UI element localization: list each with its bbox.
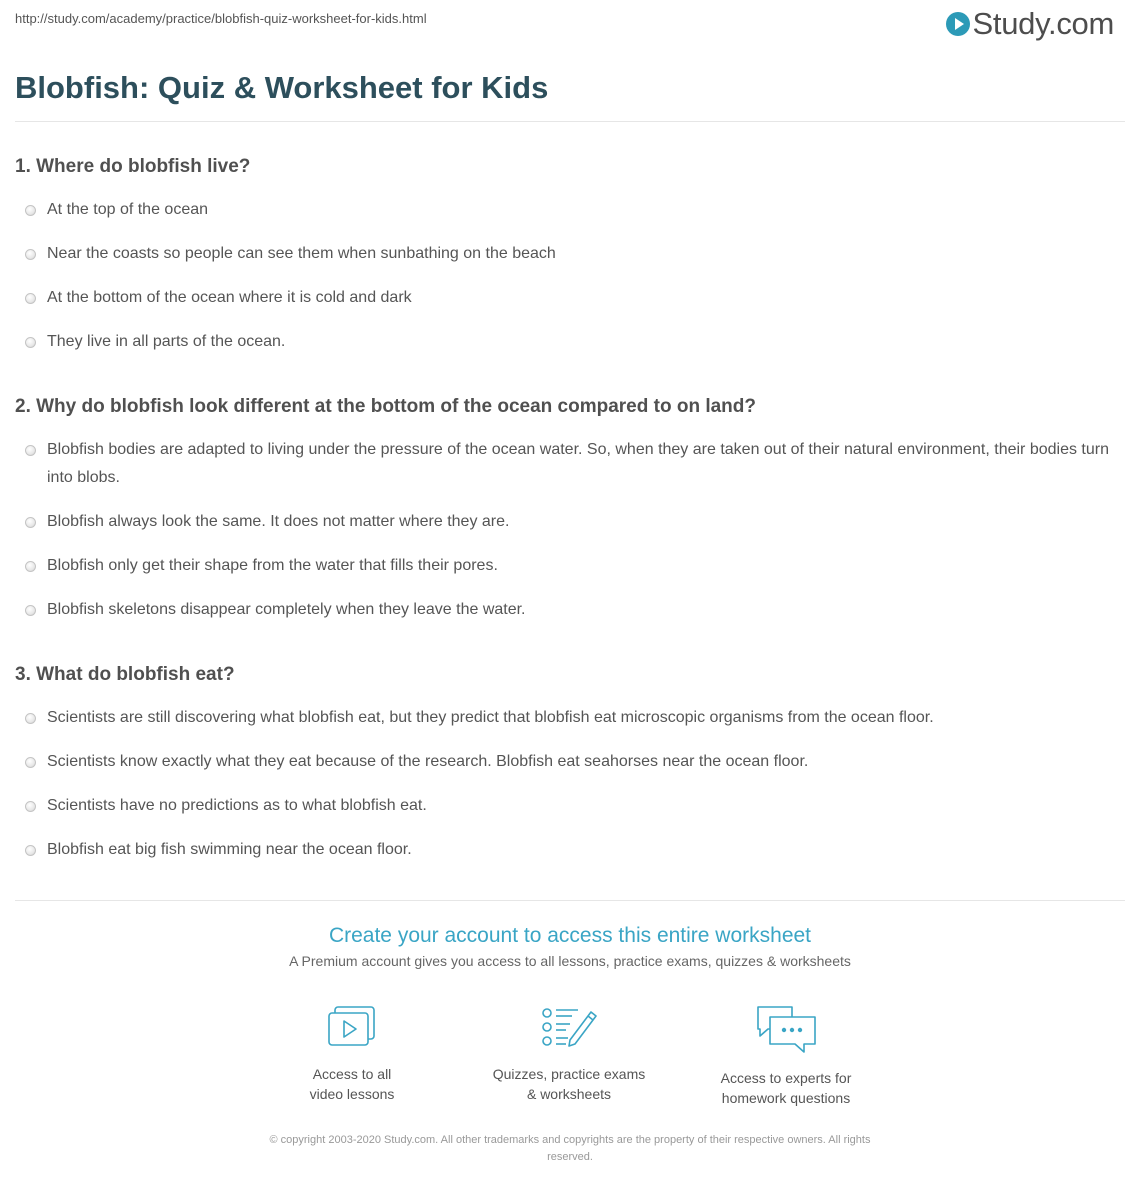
answer-option[interactable]: Near the coasts so people can see them when sunbathing on the beach [47, 245, 556, 262]
answer-option[interactable]: Scientists are still discovering what blobfish eat, but they predict that blobfish eat microscopic organisms from the ocean floor. [47, 709, 934, 726]
feature-line: video lessons [309, 1086, 395, 1102]
page-title: Blobfish: Quiz & Worksheet for Kids [15, 70, 549, 105]
page-url: http://study.com/academy/practice/blobfish-quiz-worksheet-for-kids.html [15, 11, 427, 26]
answer-radio[interactable] [25, 445, 36, 456]
video-lessons-icon [325, 1004, 379, 1050]
answer-option[interactable]: At the bottom of the ocean where it is cold and dark [47, 289, 412, 306]
question-2: 2. Why do blobfish look different at the bottom of the ocean compared to on land? [15, 396, 756, 417]
feature-line: Access to experts for [720, 1070, 852, 1086]
answer-option[interactable]: Blobfish skeletons disappear completely when they leave the water. [47, 601, 526, 618]
answer-option[interactable]: They live in all parts of the ocean. [47, 333, 286, 350]
play-logo-icon [946, 12, 970, 36]
answer-radio[interactable] [25, 801, 36, 812]
answer-radio[interactable] [25, 757, 36, 768]
feature-line: & worksheets [526, 1086, 612, 1102]
answer-option[interactable]: Scientists have no predictions as to what blobfish eat. [47, 797, 427, 814]
title-divider [15, 121, 1125, 122]
footer-line: reserved. [547, 1151, 593, 1163]
answer-radio[interactable] [25, 249, 36, 260]
answer-option[interactable]: Blobfish always look the same. It does not matter where they are. [47, 513, 510, 530]
answer-radio[interactable] [25, 605, 36, 616]
footer-line: © copyright 2003-2020 Study.com. All other trademarks and copyrights are the property of their respective owners. All rights [269, 1134, 871, 1146]
answer-option[interactable]: At the top of the ocean [47, 201, 209, 218]
study-logo[interactable] [946, 6, 1114, 42]
answer-radio[interactable] [25, 845, 36, 856]
answer-radio[interactable] [25, 293, 36, 304]
answer-radio[interactable] [25, 337, 36, 348]
answer-option[interactable]: Blobfish only get their shape from the water that fills their pores. [47, 557, 498, 574]
logo-text: Study.com [972, 6, 1114, 41]
feature-line: Access to all [312, 1066, 392, 1082]
quiz-checklist-icon [540, 1004, 598, 1050]
cta-divider [15, 900, 1125, 901]
answer-radio[interactable] [25, 561, 36, 572]
feature-video-lessons [252, 1004, 452, 1104]
answer-option[interactable]: Blobfish eat big fish swimming near the ocean floor. [47, 841, 412, 858]
create-account-link[interactable]: Create your account to access this entire worksheet [328, 924, 812, 947]
feature-experts [686, 1004, 886, 1108]
answer-radio[interactable] [25, 517, 36, 528]
feature-line: Quizzes, practice exams [492, 1066, 646, 1082]
chat-bubbles-icon [754, 1004, 818, 1054]
answer-option[interactable]: Blobfish bodies are adapted to living under the pressure of the ocean water. So, when they are taken out of their natural environment, their bodies turn into blobs. [47, 441, 1109, 486]
feature-line: homework questions [721, 1090, 851, 1106]
answer-radio[interactable] [25, 713, 36, 724]
feature-quizzes [469, 1004, 669, 1104]
question-1: 1. Where do blobfish live? [15, 156, 251, 177]
cta-subtitle: A Premium account gives you access to all lessons, practice exams, quizzes & worksheets [289, 953, 851, 969]
copyright-footer [210, 1132, 930, 1166]
question-3: 3. What do blobfish eat? [15, 664, 235, 685]
answer-option[interactable]: Scientists know exactly what they eat because of the research. Blobfish eat seahorses near the ocean floor. [47, 753, 809, 770]
answer-radio[interactable] [25, 205, 36, 216]
